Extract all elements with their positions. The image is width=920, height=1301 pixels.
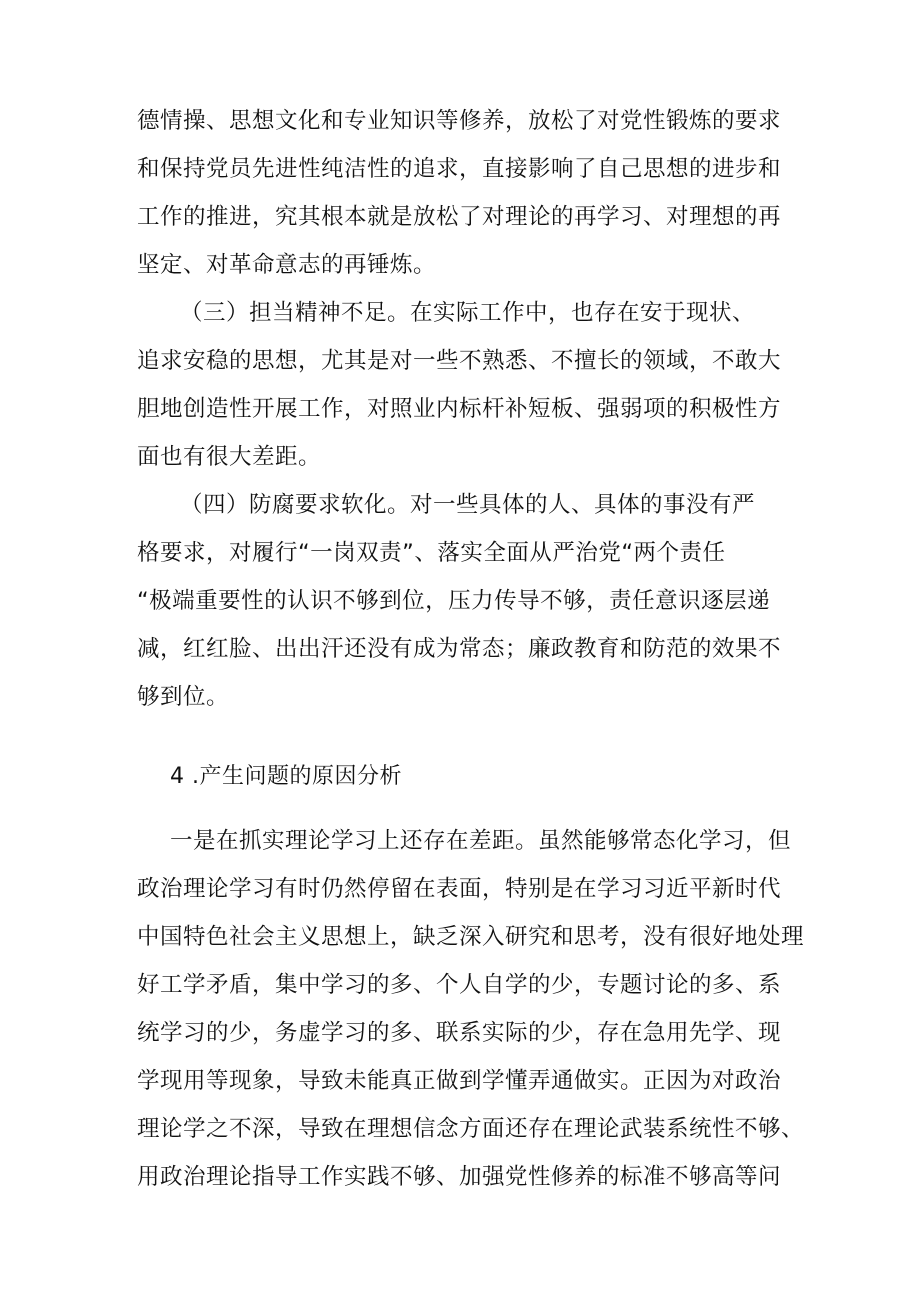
text-line: “极端重要性的认识不够到位，压力传导不够，责任意识逐层递 xyxy=(137,588,771,614)
text-line: 好工学矛盾，集中学习的多、个人自学的少，专题讨论的多、系 xyxy=(137,972,782,998)
text-line: 够到位。 xyxy=(137,684,230,710)
text-line: 学现用等现象，导致未能真正做到学懂弄通做实。正因为对政治 xyxy=(137,1068,782,1094)
text-line: 统学习的少，务虚学习的多、联系实际的少，存在急用先学、现 xyxy=(137,1020,782,1046)
text-line: 一是在抓实理论学习上还存在差距。虽然能够常态化学习，但 xyxy=(170,828,792,854)
text-line: 胆地创造性开展工作，对照业内标杆补短板、强弱项的积极性方 xyxy=(137,396,782,422)
text-line: 追求安稳的思想，尤其是对一些不熟悉、不擅长的领域，不敢大 xyxy=(137,348,782,374)
text-line: 德情操、思想文化和专业知识等修养，放松了对党性锻炼的要求 xyxy=(137,108,782,134)
text-line: 理论学之不深，导致在理想信念方面还存在理论武装系统性不够、 xyxy=(137,1116,805,1142)
text-line: 面也有很大差距。 xyxy=(137,444,322,470)
text-line: 工作的推进，究其根本就是放松了对理论的再学习、对理想的再 xyxy=(137,204,782,230)
text-line: 中国特色社会主义思想上，缺乏深入研究和思考，没有很好地处理 xyxy=(137,924,805,950)
text-line: 格要求，对履行“一岗双责”、落实全面从严治党“两个责任 xyxy=(137,540,726,566)
text-line: 用政治理论指导工作实践不够、加强党性修养的标准不够高等问 xyxy=(137,1164,782,1190)
text-line: 政治理论学习有时仍然停留在表面，特别是在学习习近平新时代 xyxy=(137,876,782,902)
text-line: （三）担当精神不足。在实际工作中，也存在安于现状、 xyxy=(180,300,756,326)
section-heading: 4 .产生问题的原因分析 xyxy=(170,764,402,789)
text-line: 和保持党员先进性纯洁性的追求，直接影响了自己思想的进步和 xyxy=(137,156,782,182)
text-line: 减，红红脸、出出汗还没有成为常态；廉政教育和防范的效果不 xyxy=(137,636,782,662)
text-line: （四）防腐要求软化。对一些具体的人、具体的事没有严 xyxy=(180,492,756,518)
text-line: 坚定、对革命意志的再锤炼。 xyxy=(137,252,437,278)
